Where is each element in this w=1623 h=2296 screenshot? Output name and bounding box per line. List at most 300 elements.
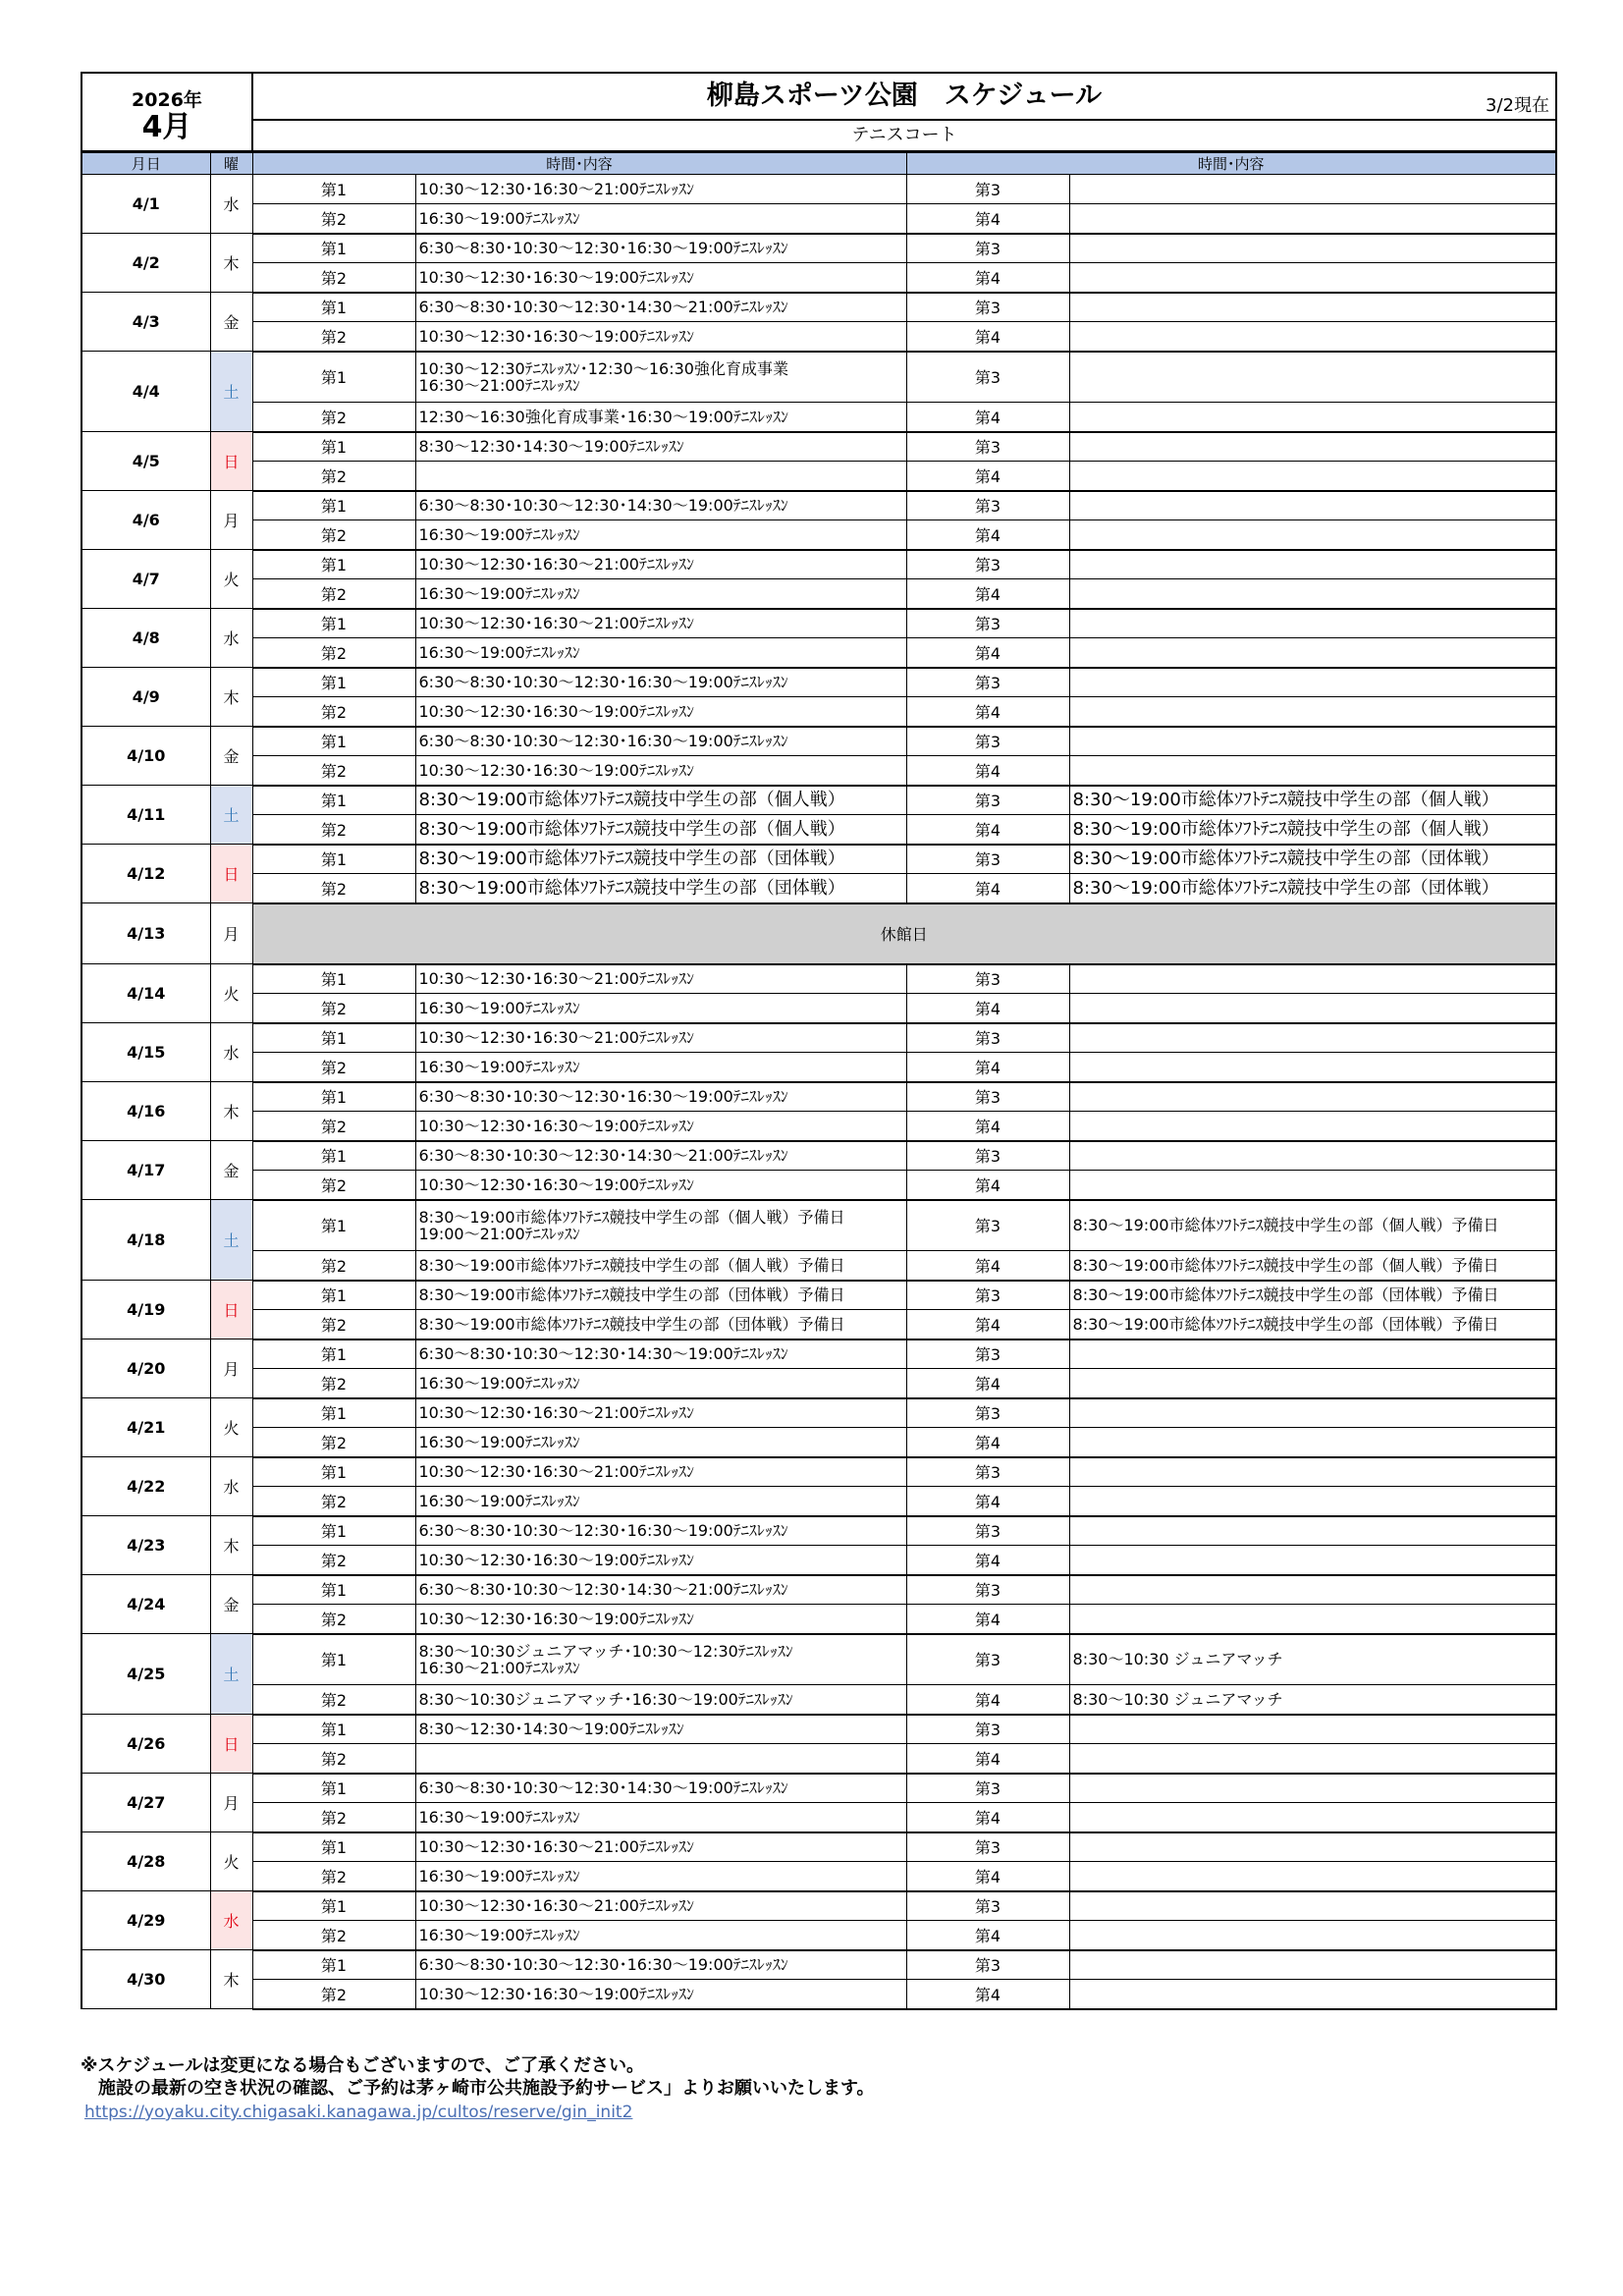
court-label: 第3 xyxy=(906,1457,1069,1487)
court-schedule xyxy=(415,322,906,352)
court-label: 第3 xyxy=(906,1832,1069,1862)
court-row xyxy=(81,1251,1556,1281)
court-row xyxy=(81,1546,1556,1575)
court-schedule xyxy=(1069,234,1556,263)
court-row xyxy=(81,1310,1556,1339)
schedule-text: 6:30～8:30･10:30～12:30･14:30～19:00ﾃﾆｽﾚｯｽﾝ xyxy=(418,496,788,516)
court-schedule xyxy=(1069,1575,1556,1605)
court-label: 第4 xyxy=(906,1369,1069,1398)
court-label: 第3 xyxy=(906,845,1069,874)
court-row xyxy=(81,550,1556,579)
court-label: 第3 xyxy=(906,1082,1069,1112)
court-label: 第2 xyxy=(252,1605,415,1634)
court-label: 第1 xyxy=(252,1634,415,1685)
weekday-cell: 水 xyxy=(210,175,252,234)
schedule-text: 6:30～8:30･10:30～12:30･14:30～21:00ﾃﾆｽﾚｯｽﾝ xyxy=(418,1146,788,1166)
court-schedule: 8:30～10:30 ジュニアマッチ xyxy=(1069,1685,1556,1715)
court-row xyxy=(81,1141,1556,1171)
court-schedule xyxy=(415,638,906,668)
schedule-text: 6:30～8:30･10:30～12:30･14:30～19:00ﾃﾆｽﾚｯｽﾝ xyxy=(418,1778,788,1798)
court-row xyxy=(81,697,1556,727)
court-label: 第1 xyxy=(252,491,415,520)
court-label: 第4 xyxy=(906,1862,1069,1891)
court-label: 第3 xyxy=(906,1200,1069,1251)
date-cell: 4/8 xyxy=(81,609,210,668)
court-label: 第2 xyxy=(252,874,415,903)
court-row xyxy=(81,1053,1556,1082)
date-cell: 4/30 xyxy=(81,1950,210,2009)
court-label: 第2 xyxy=(252,1112,415,1141)
court-row xyxy=(81,1921,1556,1950)
court-schedule: 8:30～19:00市総体ｿﾌﾄﾃﾆｽ競技中学生の部（団体戦） xyxy=(1069,845,1556,874)
court-schedule: 8:30～19:00市総体ｿﾌﾄﾃﾆｽ競技中学生の部（団体戦）予備日 xyxy=(1069,1310,1556,1339)
court-label: 第4 xyxy=(906,322,1069,352)
court-label: 第1 xyxy=(252,1023,415,1053)
court-row xyxy=(81,1980,1556,2009)
court-label: 第4 xyxy=(906,994,1069,1023)
date-cell: 4/4 xyxy=(81,352,210,432)
court-row xyxy=(81,1281,1556,1310)
court-row xyxy=(81,1774,1556,1803)
court-row xyxy=(81,1112,1556,1141)
court-label: 第2 xyxy=(252,1980,415,2009)
court-schedule xyxy=(415,1950,906,1980)
date-cell: 4/6 xyxy=(81,491,210,550)
date-cell: 4/14 xyxy=(81,964,210,1023)
court-schedule xyxy=(415,1862,906,1891)
court-label: 第3 xyxy=(906,1634,1069,1685)
court-schedule xyxy=(415,432,906,462)
court-label: 第1 xyxy=(252,1141,415,1171)
court-label: 第4 xyxy=(906,1921,1069,1950)
court-label: 第1 xyxy=(252,234,415,263)
court-label: 第4 xyxy=(906,462,1069,491)
schedule-text: 8:30～19:00市総体ｿﾌﾄﾃﾆｽ競技中学生の部（団体戦） xyxy=(418,848,845,870)
court-label: 第4 xyxy=(906,1428,1069,1457)
court-row xyxy=(81,1605,1556,1634)
schedule-text: 16:30～19:00ﾃﾆｽﾚｯｽﾝ xyxy=(418,1925,580,1944)
court-schedule xyxy=(1069,263,1556,293)
month-label: 4月 xyxy=(141,110,192,144)
court-label: 第1 xyxy=(252,1457,415,1487)
court-schedule xyxy=(415,520,906,550)
schedule-text: 16:30～19:00ﾃﾆｽﾚｯｽﾝ xyxy=(418,208,580,228)
note-line-1: ※スケジュールは変更になる場合もございますので、ご了承ください。 xyxy=(81,2055,645,2076)
court-schedule xyxy=(1069,1715,1556,1744)
court-schedule xyxy=(415,1281,906,1310)
weekday-cell: 水 xyxy=(210,1891,252,1950)
court-schedule xyxy=(1069,432,1556,462)
date-cell: 4/20 xyxy=(81,1339,210,1398)
page-title: 柳島スポーツ公園 スケジュール xyxy=(706,81,1103,111)
schedule-table xyxy=(81,152,1557,2010)
court-label: 第4 xyxy=(906,1685,1069,1715)
column-header-row xyxy=(81,153,1556,175)
notes xyxy=(81,2054,875,2100)
court-row xyxy=(81,964,1556,994)
court-schedule xyxy=(415,1634,906,1685)
court-schedule xyxy=(415,1369,906,1398)
court-schedule: 8:30～10:30 ジュニアマッチ xyxy=(1069,1634,1556,1685)
schedule-text-line2: 16:30～21:00ﾃﾆｽﾚｯｽﾝ xyxy=(418,375,580,395)
court-label: 第1 xyxy=(252,964,415,994)
court-label: 第3 xyxy=(906,1141,1069,1171)
court-schedule xyxy=(1069,1339,1556,1369)
schedule-text: 10:30～12:30･16:30～21:00ﾃﾆｽﾚｯｽﾝ xyxy=(418,1462,694,1482)
court-schedule: 8:30～19:00市総体ｿﾌﾄﾃﾆｽ競技中学生の部（個人戦） xyxy=(1069,786,1556,815)
court-label: 第1 xyxy=(252,668,415,697)
court-row xyxy=(81,1634,1556,1685)
court-label: 第4 xyxy=(906,1980,1069,2009)
court-schedule xyxy=(415,1744,906,1774)
court-schedule xyxy=(415,1457,906,1487)
court-schedule xyxy=(1069,579,1556,609)
schedule-text: 8:30～10:30ジュニアマッチ･16:30～19:00ﾃﾆｽﾚｯｽﾝ xyxy=(418,1689,793,1709)
court-schedule xyxy=(415,1921,906,1950)
court-label: 第3 xyxy=(906,668,1069,697)
date-cell: 4/17 xyxy=(81,1141,210,1200)
court-row xyxy=(81,1339,1556,1369)
court-label: 第1 xyxy=(252,1950,415,1980)
court-schedule xyxy=(415,293,906,322)
court-label: 第4 xyxy=(906,1112,1069,1141)
court-schedule: 8:30～19:00市総体ｿﾌﾄﾃﾆｽ競技中学生の部（個人戦）予備日 xyxy=(1069,1251,1556,1281)
court-label: 第1 xyxy=(252,1715,415,1744)
court-schedule xyxy=(415,609,906,638)
court-schedule xyxy=(1069,204,1556,234)
court-label: 第4 xyxy=(906,1053,1069,1082)
court-label: 第3 xyxy=(906,352,1069,403)
date-cell: 4/23 xyxy=(81,1516,210,1575)
date-cell: 4/22 xyxy=(81,1457,210,1516)
schedule-text: 8:30～10:30ジュニアマッチ･10:30～12:30ﾃﾆｽﾚｯｽﾝ xyxy=(418,1641,793,1661)
court-label: 第1 xyxy=(252,1339,415,1369)
court-schedule xyxy=(1069,1605,1556,1634)
schedule-text: 16:30～19:00ﾃﾆｽﾚｯｽﾝ xyxy=(418,1866,580,1886)
court-label: 第2 xyxy=(252,1251,415,1281)
court-schedule xyxy=(415,550,906,579)
court-schedule xyxy=(415,1200,906,1251)
court-label: 第4 xyxy=(906,263,1069,293)
court-label: 第4 xyxy=(906,1310,1069,1339)
date-cell: 4/16 xyxy=(81,1082,210,1141)
schedule-text: 10:30～12:30･16:30～21:00ﾃﾆｽﾚｯｽﾝ xyxy=(418,614,694,633)
court-row xyxy=(81,1516,1556,1546)
court-schedule xyxy=(415,994,906,1023)
court-schedule xyxy=(415,1112,906,1141)
court-schedule xyxy=(1069,1950,1556,1980)
court-label: 第3 xyxy=(906,609,1069,638)
court-schedule xyxy=(415,1715,906,1744)
court-label: 第2 xyxy=(252,204,415,234)
schedule-text-line2: 19:00～21:00ﾃﾆｽﾚｯｽﾝ xyxy=(418,1224,580,1243)
note-line-2: 施設の最新の空き状況の確認、ご予約は茅ヶ崎市公共施設予約サービス」よりお願いいたします。 xyxy=(98,2078,875,2099)
court-label: 第2 xyxy=(252,1369,415,1398)
schedule-text: 10:30～12:30･16:30～19:00ﾃﾆｽﾚｯｽﾝ xyxy=(418,1116,694,1135)
court-label: 第4 xyxy=(906,697,1069,727)
weekday-cell: 月 xyxy=(210,491,252,550)
court-schedule xyxy=(415,1251,906,1281)
court-schedule xyxy=(1069,1832,1556,1862)
facility-label: テニスコート xyxy=(252,120,1556,151)
schedule-text: 6:30～8:30･10:30～12:30･16:30～19:00ﾃﾆｽﾚｯｽﾝ xyxy=(418,1087,788,1107)
date-cell: 4/11 xyxy=(81,786,210,845)
court-row xyxy=(81,1575,1556,1605)
court-label: 第2 xyxy=(252,1171,415,1200)
weekday-cell: 土 xyxy=(210,1634,252,1715)
court-label: 第3 xyxy=(906,550,1069,579)
schedule-text: 10:30～12:30･16:30～21:00ﾃﾆｽﾚｯｽﾝ xyxy=(418,1837,694,1857)
court-label: 第2 xyxy=(252,994,415,1023)
court-row xyxy=(81,756,1556,786)
court-schedule xyxy=(1069,1862,1556,1891)
date-cell: 4/13 xyxy=(81,903,210,964)
court-schedule xyxy=(415,668,906,697)
court-label: 第3 xyxy=(906,234,1069,263)
court-schedule xyxy=(1069,697,1556,727)
court-label: 第1 xyxy=(252,550,415,579)
court-label: 第3 xyxy=(906,727,1069,756)
date-cell: 4/7 xyxy=(81,550,210,609)
court-row xyxy=(81,1715,1556,1744)
court-label: 第2 xyxy=(252,697,415,727)
date-cell: 4/12 xyxy=(81,845,210,903)
court-schedule xyxy=(415,1516,906,1546)
court-row xyxy=(81,234,1556,263)
court-schedule xyxy=(415,1310,906,1339)
schedule-text: 16:30～19:00ﾃﾆｽﾚｯｽﾝ xyxy=(418,1491,580,1510)
court-schedule xyxy=(1069,322,1556,352)
court-row xyxy=(81,1171,1556,1200)
court-row xyxy=(81,1832,1556,1862)
court-row xyxy=(81,668,1556,697)
court-label: 第1 xyxy=(252,1575,415,1605)
court-label: 第2 xyxy=(252,1310,415,1339)
weekday-cell: 金 xyxy=(210,727,252,786)
court-label: 第2 xyxy=(252,1428,415,1457)
court-label: 第1 xyxy=(252,432,415,462)
court-schedule xyxy=(1069,1980,1556,2009)
court-schedule xyxy=(415,1605,906,1634)
weekday-cell: 火 xyxy=(210,1832,252,1891)
court-label: 第1 xyxy=(252,786,415,815)
schedule-text: 16:30～19:00ﾃﾆｽﾚｯｽﾝ xyxy=(418,1373,580,1393)
court-label: 第4 xyxy=(906,638,1069,668)
court-label: 第2 xyxy=(252,322,415,352)
court-row xyxy=(81,352,1556,403)
court-label: 第4 xyxy=(906,756,1069,786)
schedule-text: 10:30～12:30･16:30～21:00ﾃﾆｽﾚｯｽﾝ xyxy=(418,180,694,198)
weekday-cell: 日 xyxy=(210,1281,252,1339)
column-header-date: 月日 xyxy=(81,153,210,175)
court-schedule xyxy=(1069,1744,1556,1774)
court-schedule xyxy=(415,1575,906,1605)
date-cell: 4/21 xyxy=(81,1398,210,1457)
court-schedule xyxy=(1069,1082,1556,1112)
court-row xyxy=(81,462,1556,491)
court-label: 第2 xyxy=(252,520,415,550)
court-label: 第2 xyxy=(252,1921,415,1950)
court-label: 第3 xyxy=(906,786,1069,815)
court-row xyxy=(81,293,1556,322)
court-row xyxy=(81,1369,1556,1398)
weekday-cell: 木 xyxy=(210,234,252,293)
court-label: 第3 xyxy=(906,1281,1069,1310)
schedule-text: 6:30～8:30･10:30～12:30･14:30～21:00ﾃﾆｽﾚｯｽﾝ xyxy=(418,1580,788,1600)
court-label: 第3 xyxy=(906,175,1069,204)
court-label: 第4 xyxy=(906,520,1069,550)
date-cell: 4/27 xyxy=(81,1774,210,1832)
court-label: 第1 xyxy=(252,609,415,638)
weekday-cell: 水 xyxy=(210,1457,252,1516)
court-label: 第3 xyxy=(906,1023,1069,1053)
court-label: 第2 xyxy=(252,638,415,668)
court-label: 第3 xyxy=(906,1339,1069,1369)
schedule-text: 6:30～8:30･10:30～12:30･16:30～19:00ﾃﾆｽﾚｯｽﾝ xyxy=(418,673,788,692)
court-schedule xyxy=(415,1803,906,1832)
court-schedule xyxy=(1069,609,1556,638)
court-schedule xyxy=(1069,1369,1556,1398)
schedule-text: 10:30～12:30･16:30～19:00ﾃﾆｽﾚｯｽﾝ xyxy=(418,1609,694,1628)
court-schedule xyxy=(1069,1053,1556,1082)
schedule-text: 16:30～19:00ﾃﾆｽﾚｯｽﾝ xyxy=(418,1057,580,1076)
court-schedule xyxy=(415,727,906,756)
court-schedule xyxy=(1069,1921,1556,1950)
court-label: 第3 xyxy=(906,1715,1069,1744)
weekday-cell: 金 xyxy=(210,293,252,352)
court-schedule xyxy=(415,403,906,432)
schedule-text: 10:30～12:30･16:30～19:00ﾃﾆｽﾚｯｽﾝ xyxy=(418,326,694,346)
court-schedule xyxy=(1069,1516,1556,1546)
day-row xyxy=(81,903,1556,964)
schedule-text: 16:30～19:00ﾃﾆｽﾚｯｽﾝ xyxy=(418,642,580,662)
court-label: 第2 xyxy=(252,1744,415,1774)
court-label: 第2 xyxy=(252,756,415,786)
date-cell: 4/28 xyxy=(81,1832,210,1891)
weekday-cell: 火 xyxy=(210,1398,252,1457)
court-row xyxy=(81,204,1556,234)
schedule-text: 10:30～12:30･16:30～19:00ﾃﾆｽﾚｯｽﾝ xyxy=(418,1550,694,1569)
court-row xyxy=(81,727,1556,756)
date-cell: 4/19 xyxy=(81,1281,210,1339)
schedule-text: 10:30～12:30･16:30～21:00ﾃﾆｽﾚｯｽﾝ xyxy=(418,555,694,574)
court-row xyxy=(81,609,1556,638)
schedule-text: 8:30～19:00市総体ｿﾌﾄﾃﾆｽ競技中学生の部（団体戦）予備日 xyxy=(418,1314,845,1334)
court-label: 第1 xyxy=(252,1200,415,1251)
court-label: 第4 xyxy=(906,1744,1069,1774)
date-cell: 4/29 xyxy=(81,1891,210,1950)
court-label: 第3 xyxy=(906,1516,1069,1546)
court-schedule xyxy=(415,1487,906,1516)
court-label: 第4 xyxy=(906,874,1069,903)
court-label: 第4 xyxy=(906,815,1069,845)
reservation-link[interactable]: https://yoyaku.city.chigasaki.kanagawa.jp/cultos/reserve/gin_init2 xyxy=(84,2103,633,2122)
court-row xyxy=(81,1398,1556,1428)
court-label: 第4 xyxy=(906,403,1069,432)
court-schedule xyxy=(1069,1891,1556,1921)
court-row xyxy=(81,786,1556,815)
schedule-text: 10:30～12:30･16:30～19:00ﾃﾆｽﾚｯｽﾝ xyxy=(418,1175,694,1194)
schedule-text: 6:30～8:30･10:30～12:30･16:30～19:00ﾃﾆｽﾚｯｽﾝ xyxy=(418,239,788,258)
court-schedule xyxy=(1069,462,1556,491)
weekday-cell: 火 xyxy=(210,964,252,1023)
court-schedule xyxy=(1069,352,1556,403)
court-label: 第2 xyxy=(252,1685,415,1715)
court-label: 第1 xyxy=(252,1516,415,1546)
schedule-text: 16:30～19:00ﾃﾆｽﾚｯｽﾝ xyxy=(418,1432,580,1451)
court-schedule xyxy=(415,1685,906,1715)
weekday-cell: 月 xyxy=(210,1339,252,1398)
court-schedule xyxy=(1069,1023,1556,1053)
court-schedule xyxy=(1069,1487,1556,1516)
court-label: 第1 xyxy=(252,175,415,204)
court-label: 第1 xyxy=(252,727,415,756)
court-schedule xyxy=(1069,1171,1556,1200)
court-label: 第2 xyxy=(252,1862,415,1891)
schedule-text: 8:30～19:00市総体ｿﾌﾄﾃﾆｽ競技中学生の部（個人戦） xyxy=(418,790,845,811)
column-header-content-right: 時間･内容 xyxy=(906,153,1556,175)
court-schedule xyxy=(1069,403,1556,432)
court-label: 第4 xyxy=(906,1546,1069,1575)
court-row xyxy=(81,1082,1556,1112)
weekday-cell: 木 xyxy=(210,1950,252,2009)
date-cell: 4/26 xyxy=(81,1715,210,1774)
court-schedule xyxy=(415,491,906,520)
court-schedule xyxy=(1069,175,1556,204)
court-label: 第2 xyxy=(252,1803,415,1832)
schedule-text: 16:30～19:00ﾃﾆｽﾚｯｽﾝ xyxy=(418,583,580,603)
court-row xyxy=(81,432,1556,462)
court-label: 第1 xyxy=(252,1398,415,1428)
weekday-cell: 火 xyxy=(210,550,252,609)
court-row xyxy=(81,175,1556,204)
court-schedule xyxy=(1069,520,1556,550)
date-cell: 4/15 xyxy=(81,1023,210,1082)
court-schedule xyxy=(415,1891,906,1921)
weekday-cell: 月 xyxy=(210,903,252,964)
schedule-text: 10:30～12:30･16:30～19:00ﾃﾆｽﾚｯｽﾝ xyxy=(418,701,694,721)
weekday-cell: 金 xyxy=(210,1141,252,1200)
date-cell: 4/3 xyxy=(81,293,210,352)
court-label: 第3 xyxy=(906,293,1069,322)
weekday-cell: 土 xyxy=(210,1200,252,1281)
court-schedule xyxy=(415,1053,906,1082)
court-label: 第3 xyxy=(906,1950,1069,1980)
date-cell: 4/18 xyxy=(81,1200,210,1281)
court-schedule xyxy=(415,263,906,293)
court-schedule: 8:30～19:00市総体ｿﾌﾄﾃﾆｽ競技中学生の部（個人戦）予備日 xyxy=(1069,1200,1556,1251)
court-schedule xyxy=(415,1832,906,1862)
year-month-box xyxy=(81,73,252,151)
weekday-cell: 水 xyxy=(210,609,252,668)
court-row xyxy=(81,1023,1556,1053)
schedule-text: 10:30～12:30･16:30～19:00ﾃﾆｽﾚｯｽﾝ xyxy=(418,1984,694,2003)
court-schedule xyxy=(1069,1398,1556,1428)
court-schedule: 8:30～19:00市総体ｿﾌﾄﾃﾆｽ競技中学生の部（個人戦） xyxy=(1069,815,1556,845)
date-cell: 4/2 xyxy=(81,234,210,293)
court-row xyxy=(81,1891,1556,1921)
court-schedule xyxy=(415,845,906,874)
court-schedule xyxy=(1069,756,1556,786)
schedule-text: 6:30～8:30･10:30～12:30･16:30～19:00ﾃﾆｽﾚｯｽﾝ xyxy=(418,732,788,751)
court-schedule xyxy=(1069,1112,1556,1141)
as-of-date: 3/2現在 xyxy=(1486,95,1549,116)
title-cell xyxy=(252,73,1556,120)
weekday-cell: 木 xyxy=(210,668,252,727)
court-schedule xyxy=(415,1774,906,1803)
schedule-text: 16:30～19:00ﾃﾆｽﾚｯｽﾝ xyxy=(418,1807,580,1827)
court-schedule xyxy=(1069,1141,1556,1171)
